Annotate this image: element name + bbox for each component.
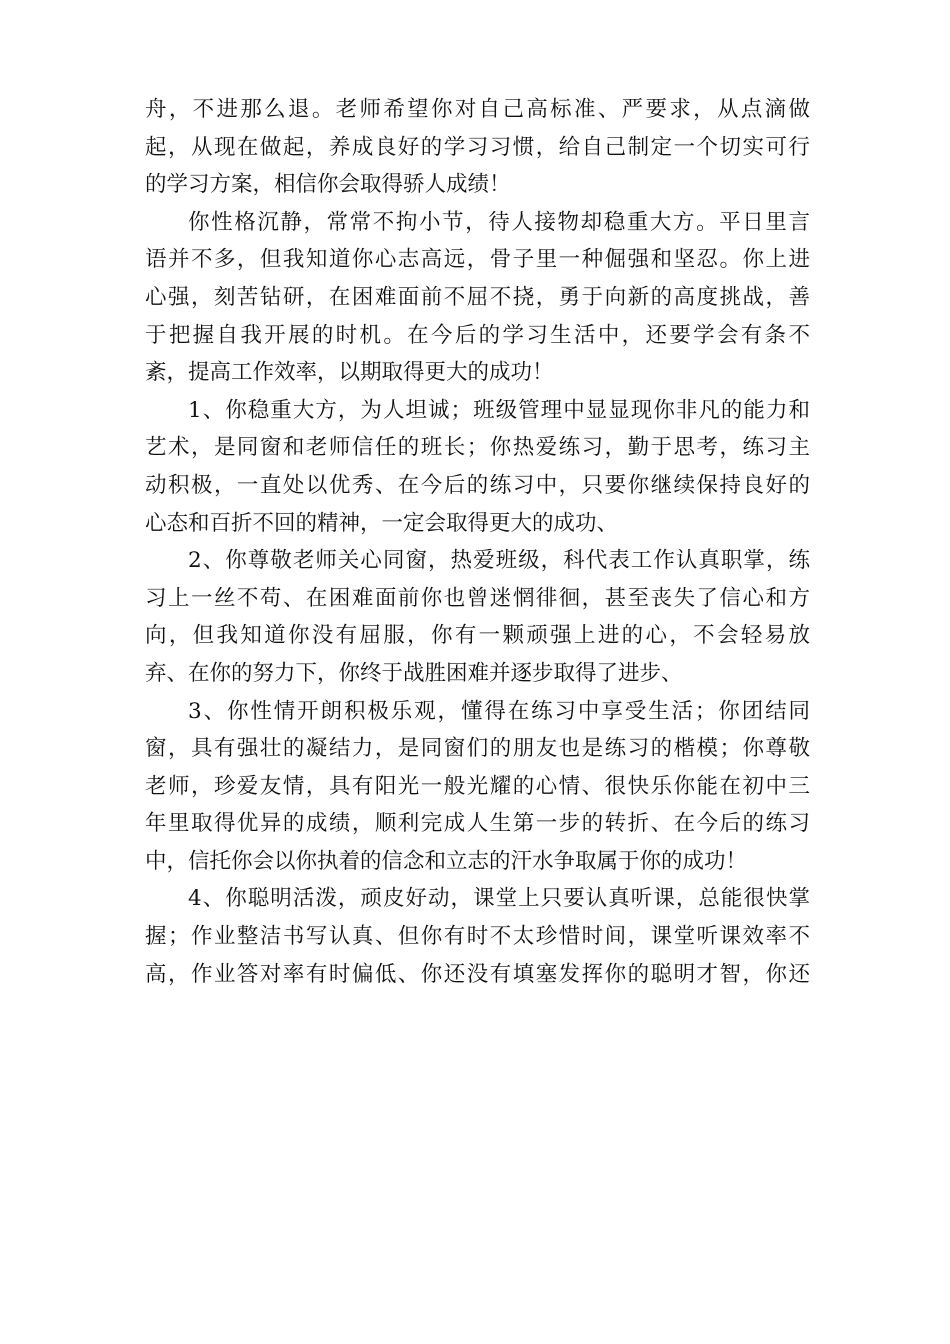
document-page <box>145 91 810 993</box>
text-line: 年里取得优异的成绩，顺利完成人生第一步的转折、在今后的练习 <box>145 811 810 837</box>
text-line: 弃、在你的努力下，你终于战胜困难并逐步取得了进步、 <box>145 660 683 686</box>
text-line: 1、你稳重大方，为人坦诚；班级管理中显显现你非凡的能力和 <box>188 397 810 423</box>
text-line: 窗，具有强壮的凝结力，是同窗们的朋友也是练习的楷模；你尊敬 <box>145 736 810 762</box>
paragraph-2 <box>145 204 810 392</box>
text-line: 你性格沉静，常常不拘小节，待人接物却稳重大方。平日里言 <box>188 209 810 235</box>
text-line: 紊，提高工作效率，以期取得更大的成功！ <box>145 360 554 386</box>
text-line: 2、你尊敬老师关心同窗，热爱班级，科代表工作认真职掌，练 <box>188 548 810 574</box>
text-line: 语并不多，但我知道你心志高远，骨子里一种倔强和坚忍。你上进 <box>145 247 810 273</box>
paragraph-6 <box>145 880 810 993</box>
text-line: 的学习方案，相信你会取得骄人成绩！ <box>145 172 511 198</box>
text-line: 心强，刻苦钻研，在困难面前不屈不挠，勇于向新的高度挑战，善 <box>145 284 810 310</box>
paragraph-3 <box>145 392 810 542</box>
text-line: 心态和百折不回的精神，一定会取得更大的成功、 <box>145 510 619 536</box>
text-line: 舟，不进那么退。老师希望你对自己高标准、严要求，从点滴做 <box>145 97 810 122</box>
text-line: 中，信托你会以你执着的信念和立志的汗水争取属于你的成功！ <box>145 848 748 874</box>
paragraph-5 <box>145 693 810 881</box>
text-line: 艺术，是同窗和老师信任的班长；你热爱练习，勤于思考，练习主 <box>145 435 810 461</box>
text-line: 高，作业答对率有时偏低、你还没有填塞发挥你的聪明才智，你还 <box>145 961 810 987</box>
text-line: 动积极，一直处以优秀、在今后的练习中，只要你继续保持良好的 <box>145 472 810 498</box>
text-line: 向，但我知道你没有屈服，你有一颗顽强上进的心，不会轻易放 <box>145 623 810 649</box>
text-line: 老师，珍爱友情，具有阳光一般光耀的心情、很快乐你能在初中三 <box>145 773 810 799</box>
text-line: 习上一丝不苟、在困难面前你也曾迷惘徘徊，甚至丧失了信心和方 <box>145 585 810 611</box>
text-line: 于把握自我开展的时机。在今后的学习生活中，还要学会有条不 <box>145 322 810 348</box>
paragraph-4 <box>145 542 810 692</box>
text-line: 握；作业整洁书写认真、但你有时不太珍惜时间，课堂听课效率不 <box>145 924 810 950</box>
text-line: 3、你性情开朗积极乐观，懂得在练习中享受生活；你团结同 <box>188 698 810 724</box>
paragraph-1 <box>145 91 810 204</box>
text-line: 4、你聪明活泼，顽皮好动，课堂上只要认真听课，总能很快掌 <box>188 886 810 912</box>
text-line: 起，从现在做起，养成良好的学习习惯，给自己制定一个切实可行 <box>145 134 810 160</box>
